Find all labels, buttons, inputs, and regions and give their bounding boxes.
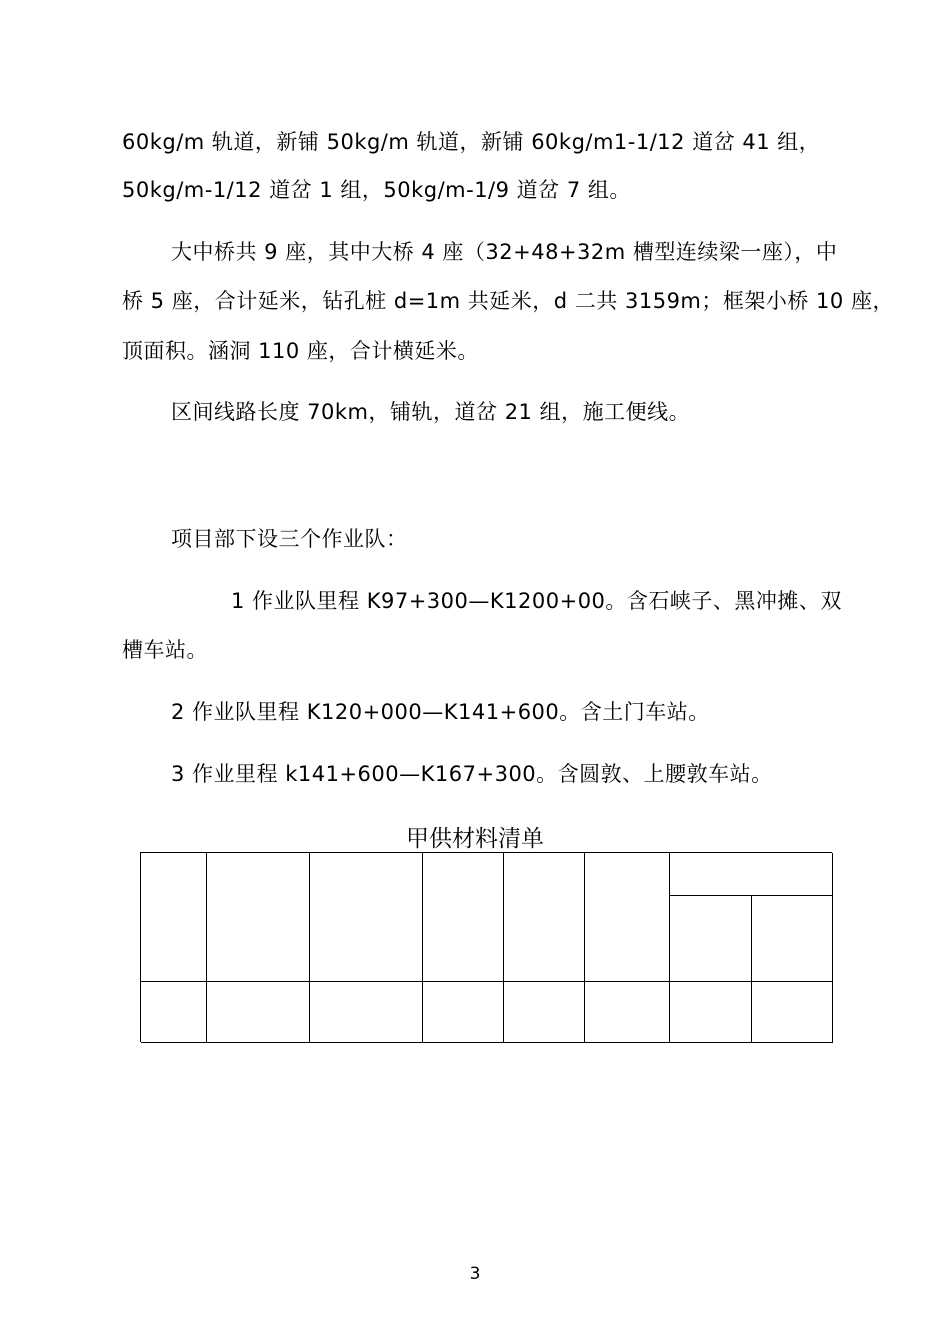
- materials-table: [140, 852, 832, 1042]
- table-row-divider: [141, 981, 833, 982]
- page-number: 3: [469, 1264, 481, 1284]
- table-column-divider: [206, 853, 207, 1043]
- paragraph-line: 区间线路长度 70km，铺轨，道岔 21 组，施工便线。: [171, 400, 691, 424]
- paragraph-line: 60kg/m 轨道，新铺 50kg/m 轨道，新铺 60kg/m1-1/12 道岔 41 组，: [122, 130, 821, 154]
- table-column-divider: [503, 853, 504, 1043]
- paragraph-line: 桥 5 座，合计延米，钻孔桩 d=1m 共延米，d 二共 3159m；框架小桥 10 座，: [122, 289, 894, 313]
- table-column-divider: [669, 853, 670, 1043]
- paragraph-line: 50kg/m-1/12 道岔 1 组，50kg/m-1/9 道岔 7 组。: [122, 178, 631, 202]
- paragraph-line: 项目部下设三个作业队：: [171, 527, 408, 551]
- paragraph-line: 3 作业里程 k141+600—K167+300。含圆敦、上腰敦车站。: [171, 762, 773, 786]
- paragraph-line: 槽车站。: [122, 638, 208, 662]
- paragraph-line: 大中桥共 9 座，其中大桥 4 座（32+48+32m 槽型连续梁一座），中: [171, 240, 838, 264]
- paragraph-line: 顶面积。涵洞 110 座，合计横延米。: [122, 339, 479, 363]
- paragraph-line: 1 作业队里程 K97+300—K1200+00。含石峡子、黑冲摊、双: [231, 589, 842, 613]
- table-border-right: [832, 853, 833, 1043]
- table-column-divider: [422, 853, 423, 1043]
- table-title: 甲供材料清单: [406, 826, 544, 852]
- table-column-divider: [751, 895, 752, 1043]
- table-row-divider: [669, 895, 833, 896]
- table-border-bottom: [141, 1042, 833, 1043]
- table-column-divider: [584, 853, 585, 1043]
- paragraph-line: 2 作业队里程 K120+000—K141+600。含土门车站。: [171, 700, 710, 724]
- table-column-divider: [309, 853, 310, 1043]
